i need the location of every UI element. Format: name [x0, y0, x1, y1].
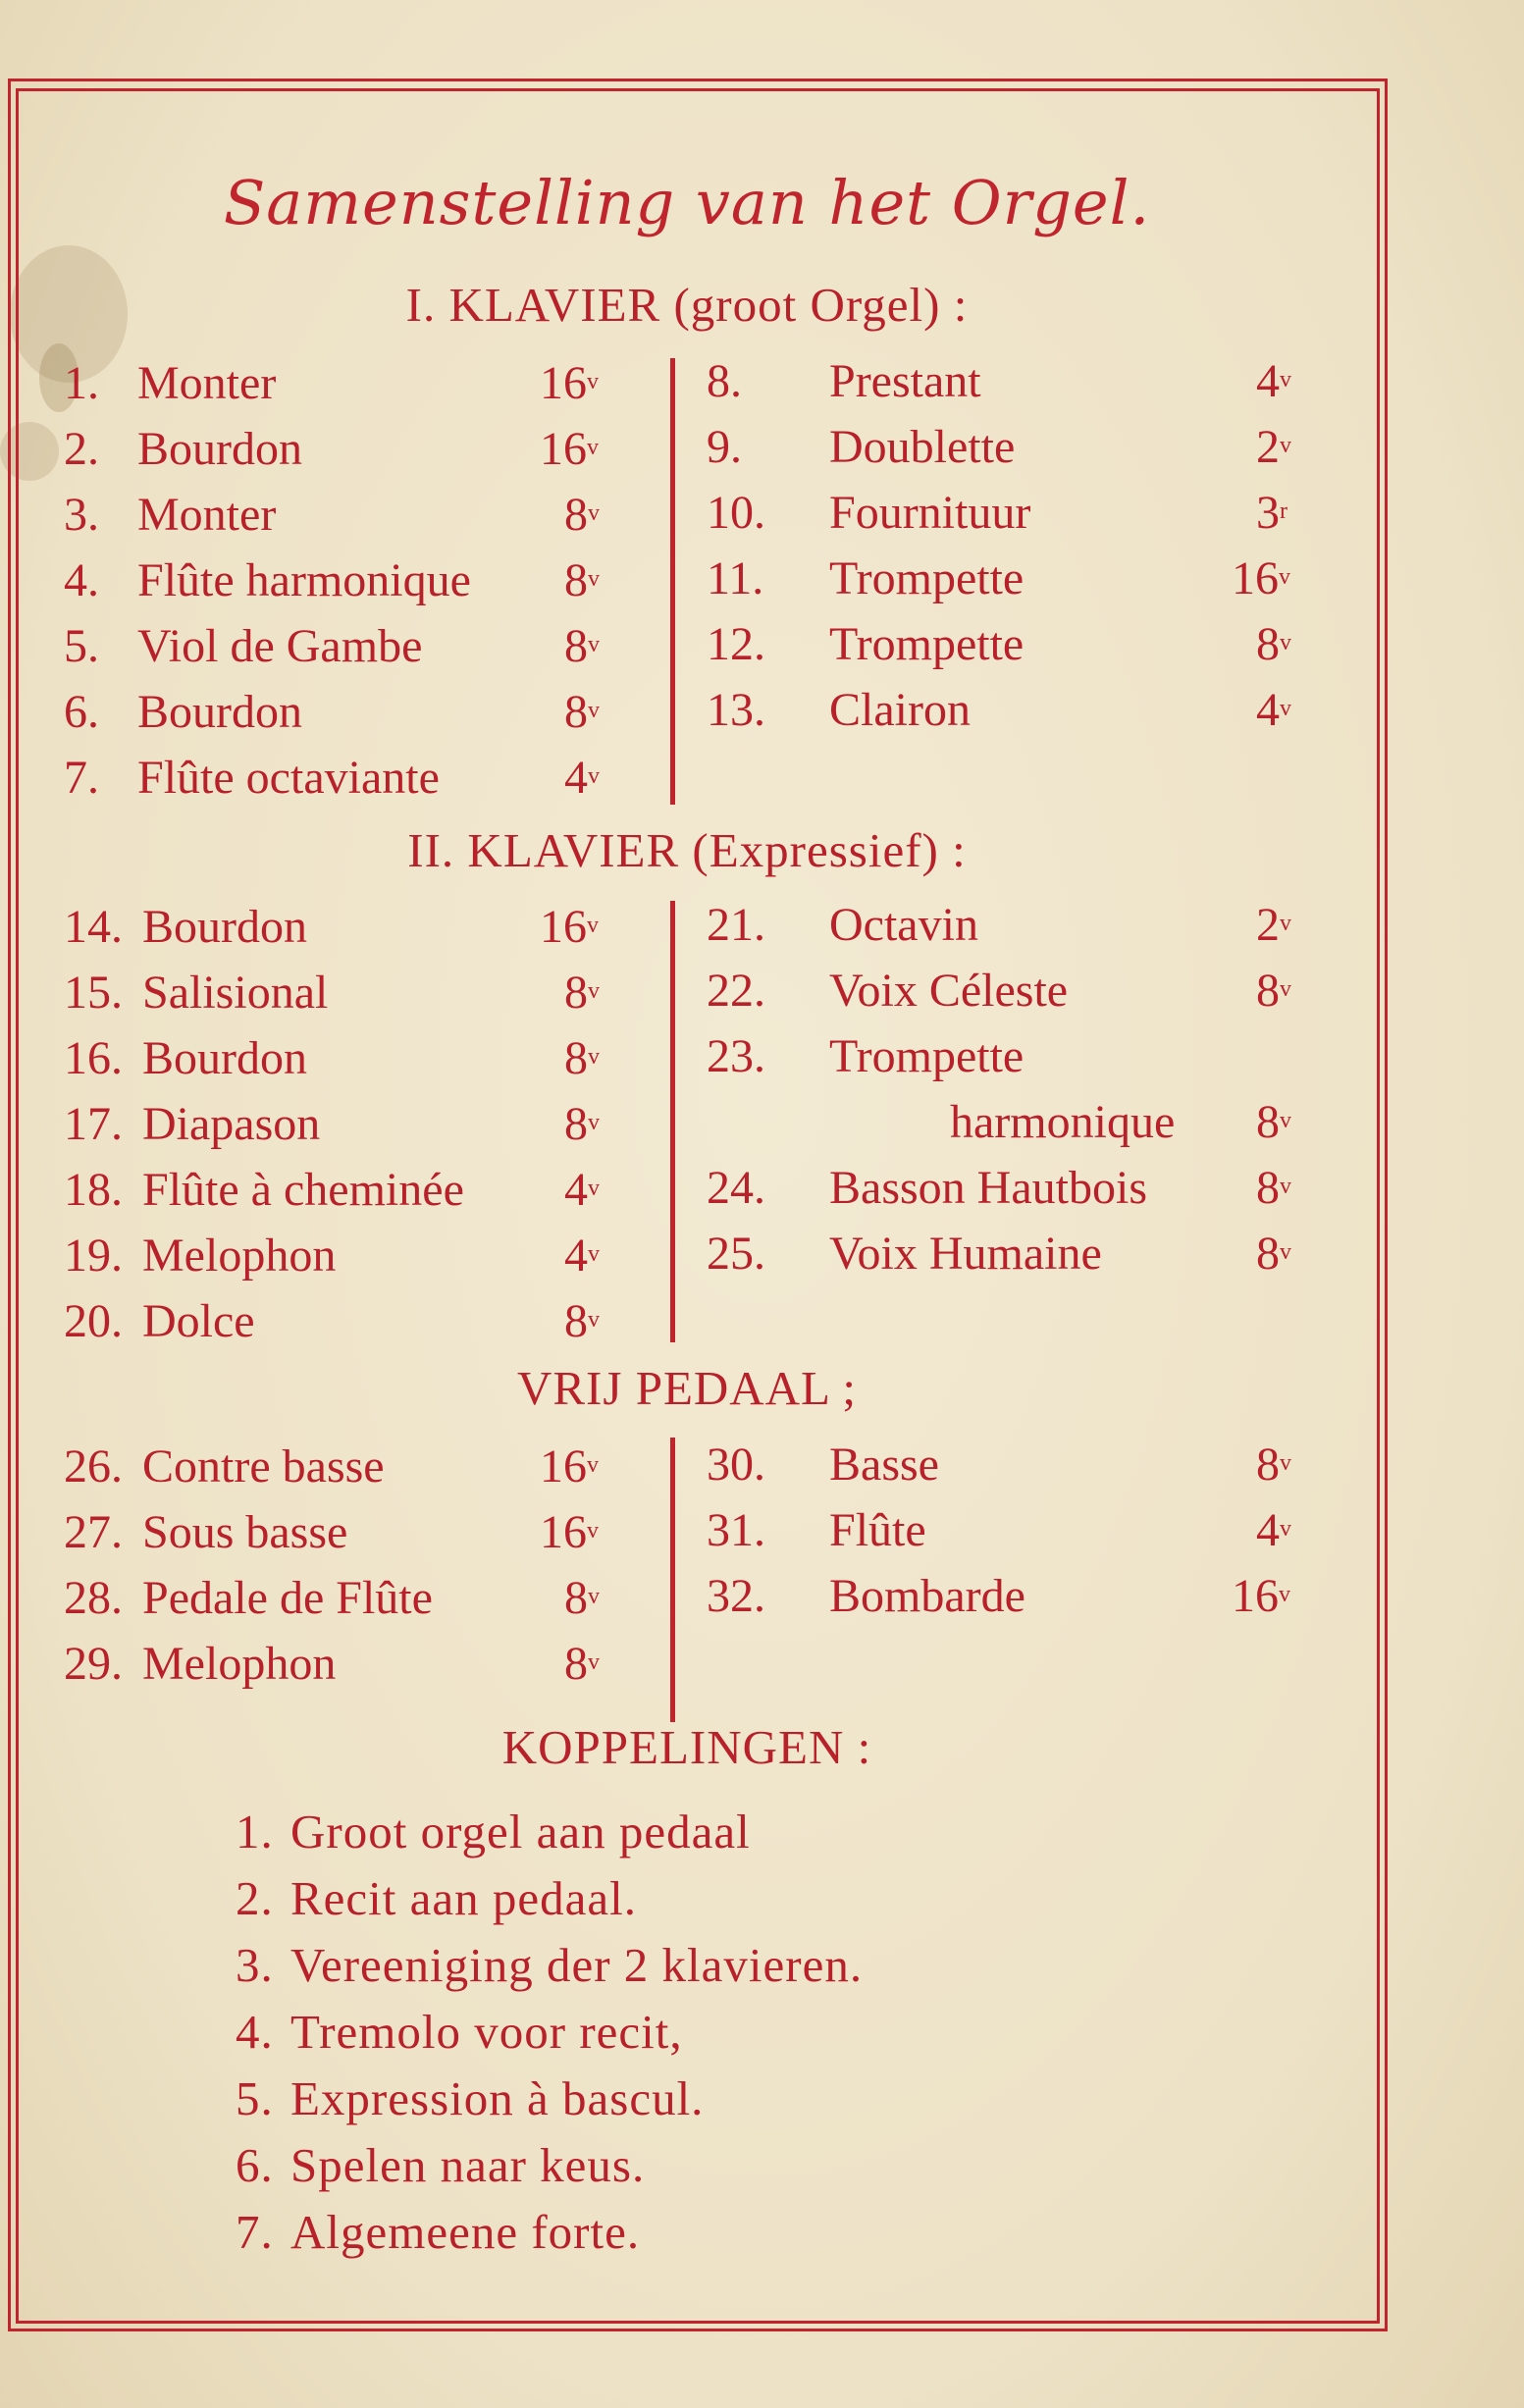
section-heading: I. KLAVIER (groot Orgel) : [405, 278, 969, 332]
pitch-unit: v [1280, 1516, 1291, 1542]
stop-name: Melophon [142, 1230, 337, 1282]
stop-number: 26. [64, 1440, 123, 1492]
stop-pitch [540, 417, 599, 482]
pitch-unit: v [1280, 367, 1291, 393]
stop-number: 22. [707, 965, 765, 1017]
pitch-value: 16 [540, 901, 587, 953]
pitch-unit: v [587, 1452, 599, 1478]
document-title: Samenstelling van het Orgel. [223, 167, 1151, 238]
pitch-unit: v [588, 698, 600, 723]
stop-pitch [1256, 481, 1288, 546]
couplings-heading: KOPPELINGEN : [501, 1720, 872, 1774]
coupling-text: Groot orgel aan pedaal [290, 1805, 751, 1858]
pitch-value: 8 [1256, 965, 1280, 1017]
stop-pitch [564, 961, 600, 1025]
coupling-number: 2. [236, 1871, 274, 1925]
stop-name: Bourdon [137, 423, 302, 475]
stop-name: Flûte à cheminée [142, 1164, 464, 1216]
stop-name: Doublette [829, 421, 1016, 473]
pitch-value: 8 [564, 1098, 588, 1150]
stop-pitch [1256, 1222, 1291, 1286]
pitch-value: 4 [1256, 1504, 1280, 1556]
stop-number: 14. [64, 901, 123, 953]
stop-name: Flûte harmonique [137, 554, 471, 606]
stop-row [707, 481, 1344, 546]
stop-pitch [564, 1289, 600, 1354]
stop-name: Voix Humaine [829, 1228, 1102, 1280]
stop-name: Bourdon [142, 901, 307, 953]
stop-name: Trompette [829, 552, 1025, 604]
coupling-number: 5. [236, 2071, 274, 2125]
stop-pitch [564, 1092, 600, 1157]
stop-row [707, 1090, 1344, 1155]
pitch-value: 8 [564, 686, 588, 738]
stop-name: harmonique [950, 1096, 1176, 1148]
stop-row [707, 1433, 1344, 1497]
stop-name: Fournituur [829, 487, 1031, 539]
pitch-value: 8 [1256, 1439, 1280, 1491]
section-heading: II. KLAVIER (Expressief) : [407, 823, 967, 877]
stop-row [707, 547, 1320, 611]
stop-row [64, 549, 653, 613]
pitch-unit: v [1280, 1450, 1291, 1476]
pitch-unit: v [1280, 911, 1291, 936]
pitch-value: 8 [1256, 1228, 1280, 1280]
stop-pitch [1232, 547, 1290, 611]
stop-name: Monter [137, 357, 277, 409]
pitch-unit: v [588, 566, 600, 592]
stop-number: 7. [64, 752, 99, 804]
stop-pitch [564, 746, 600, 811]
stop-name: Contre basse [142, 1440, 385, 1492]
stop-row [64, 483, 653, 548]
pitch-unit: v [588, 500, 600, 526]
pitch-unit: v [1280, 630, 1291, 655]
coupling-item [236, 1798, 751, 1866]
pitch-value: 4 [564, 1164, 588, 1216]
stop-pitch [564, 1632, 600, 1697]
stop-row [707, 678, 1344, 743]
stop-row [707, 612, 1344, 677]
pitch-unit: v [1280, 1174, 1291, 1199]
pitch-unit: v [588, 763, 600, 789]
stop-name: Melophon [142, 1638, 337, 1690]
coupling-text: Spelen naar keus. [290, 2138, 646, 2192]
stop-pitch [1256, 415, 1291, 480]
column-divider [670, 1438, 675, 1722]
stop-row [64, 1435, 628, 1499]
stop-pitch [540, 1435, 599, 1499]
coupling-text: Tremolo voor recit, [290, 2005, 683, 2059]
stop-row [64, 895, 628, 960]
stop-number: 23. [707, 1030, 765, 1082]
pitch-unit: r [1280, 498, 1288, 524]
stop-name: Bourdon [142, 1032, 307, 1084]
stop-number: 30. [707, 1439, 765, 1491]
pitch-value: 8 [564, 1572, 588, 1624]
stop-row [707, 1156, 1344, 1221]
coupling-item [236, 1931, 863, 2000]
stop-row [707, 1498, 1344, 1563]
pitch-unit: v [587, 913, 599, 938]
stop-row [64, 961, 653, 1025]
pitch-value: 4 [1256, 355, 1280, 407]
pitch-value: 8 [1256, 618, 1280, 670]
stop-name: Bombarde [829, 1570, 1025, 1622]
stop-row [707, 349, 1344, 414]
pitch-value: 8 [1256, 1096, 1280, 1148]
stop-name: Basson Hautbois [829, 1162, 1147, 1214]
pitch-unit: v [588, 1649, 600, 1675]
stop-row [64, 680, 653, 745]
stop-pitch [564, 614, 600, 679]
pitch-value: 8 [564, 967, 588, 1019]
stop-name: Trompette [829, 1030, 1025, 1082]
stop-name: Salisional [142, 967, 329, 1019]
pitch-value: 8 [564, 620, 588, 672]
stop-pitch [564, 1026, 600, 1091]
pitch-unit: v [588, 1241, 600, 1267]
stop-pitch [540, 351, 599, 416]
stop-name: Octavin [829, 899, 978, 951]
stop-pitch [1256, 349, 1291, 414]
pitch-value: 16 [540, 423, 587, 475]
stop-name: Basse [829, 1439, 939, 1491]
pitch-value: 3 [1256, 487, 1280, 539]
stop-pitch [1256, 1090, 1291, 1155]
stop-pitch [564, 680, 600, 745]
stop-row [64, 1500, 628, 1565]
stop-pitch [564, 483, 600, 548]
pitch-unit: v [588, 1176, 600, 1201]
stop-name: Monter [137, 489, 277, 541]
pitch-value: 16 [540, 357, 587, 409]
stop-number: 4. [64, 554, 99, 606]
stop-number: 19. [64, 1230, 123, 1282]
coupling-number: 4. [236, 2005, 274, 2059]
stop-row [707, 415, 1344, 480]
stop-row [64, 1632, 653, 1697]
stop-pitch [564, 1566, 600, 1631]
pitch-unit: v [588, 1307, 600, 1333]
stop-row [707, 893, 1344, 958]
pitch-unit: v [588, 1584, 600, 1609]
pitch-value: 4 [1256, 684, 1280, 736]
column-divider [670, 358, 675, 805]
coupling-item [236, 1864, 637, 1933]
stop-row [64, 1224, 653, 1288]
stop-row [64, 1289, 653, 1354]
stop-row [64, 351, 628, 416]
stop-row [64, 614, 653, 679]
stop-row [707, 959, 1344, 1023]
stop-number: 29. [64, 1638, 123, 1690]
pitch-value: 2 [1256, 899, 1280, 951]
stop-number: 2. [64, 423, 99, 475]
stop-pitch [564, 549, 600, 613]
stop-name: Trompette [829, 618, 1025, 670]
pitch-unit: v [588, 632, 600, 657]
stop-number: 6. [64, 686, 99, 738]
pitch-value: 16 [540, 1440, 587, 1492]
stop-number: 1. [64, 357, 99, 409]
pitch-value: 8 [564, 489, 588, 541]
pitch-unit: v [1279, 1582, 1290, 1607]
pitch-unit: v [588, 1044, 600, 1070]
pitch-value: 8 [564, 1638, 588, 1690]
coupling-number: 6. [236, 2138, 274, 2192]
section-heading: VRIJ PEDAAL ; [516, 1361, 858, 1415]
coupling-item [236, 2065, 704, 2133]
coupling-number: 1. [236, 1805, 274, 1858]
stop-name: Dolce [142, 1295, 255, 1347]
pitch-value: 16 [1232, 552, 1279, 604]
stop-row [707, 1024, 1344, 1089]
stop-name: Flûte [829, 1504, 926, 1556]
stop-row [64, 1566, 653, 1631]
stop-name: Voix Céleste [829, 965, 1069, 1017]
stop-name: Sous basse [142, 1506, 348, 1558]
pitch-unit: v [587, 1518, 599, 1544]
stop-pitch [1256, 959, 1291, 1023]
stop-name: Diapason [142, 1098, 321, 1150]
stop-name: Prestant [829, 355, 981, 407]
pitch-value: 2 [1256, 421, 1280, 473]
pitch-unit: v [1280, 696, 1291, 721]
pitch-unit: v [1280, 976, 1291, 1002]
stop-pitch [1256, 1433, 1291, 1497]
pitch-value: 4 [564, 752, 588, 804]
pitch-value: 16 [1232, 1570, 1279, 1622]
stop-row [64, 1158, 653, 1223]
stop-pitch [1256, 612, 1291, 677]
stop-row [64, 746, 653, 811]
pitch-unit: v [1280, 1108, 1291, 1133]
pitch-unit: v [1280, 433, 1291, 458]
stop-number: 12. [707, 618, 765, 670]
stop-name: Bourdon [137, 686, 302, 738]
stop-row [707, 1222, 1344, 1286]
stop-pitch [1256, 678, 1291, 743]
pitch-unit: v [587, 435, 599, 460]
pitch-value: 4 [564, 1230, 588, 1282]
pitch-unit: v [588, 1110, 600, 1135]
pitch-unit: v [1280, 1239, 1291, 1265]
stop-number: 5. [64, 620, 99, 672]
stop-number: 8. [707, 355, 742, 407]
pitch-value: 8 [1256, 1162, 1280, 1214]
stop-number: 31. [707, 1504, 765, 1556]
stop-name: Flûte octaviante [137, 752, 440, 804]
coupling-text: Recit aan pedaal. [290, 1871, 638, 1925]
stop-number: 16. [64, 1032, 123, 1084]
stop-number: 18. [64, 1164, 123, 1216]
stop-pitch [564, 1158, 600, 1223]
coupling-text: Vereeniging der 2 klavieren. [290, 1938, 864, 1992]
stop-number: 20. [64, 1295, 123, 1347]
pitch-value: 8 [564, 1295, 588, 1347]
stop-number: 11. [707, 552, 764, 604]
coupling-item [236, 2198, 640, 2267]
stop-number: 10. [707, 487, 765, 539]
stop-name: Pedale de Flûte [142, 1572, 433, 1624]
coupling-number: 7. [236, 2205, 274, 2259]
stop-name: Clairon [829, 684, 971, 736]
pitch-unit: v [1279, 564, 1290, 590]
coupling-number: 3. [236, 1938, 274, 1992]
stop-number: 21. [707, 899, 765, 951]
coupling-text: Algemeene forte. [290, 2205, 641, 2259]
stop-row [64, 1092, 653, 1157]
stop-number: 15. [64, 967, 123, 1019]
stop-pitch [1232, 1564, 1290, 1629]
pitch-unit: v [588, 978, 600, 1004]
stop-pitch [540, 895, 599, 960]
stop-pitch [1256, 1156, 1291, 1221]
stop-number: 27. [64, 1506, 123, 1558]
stop-name: Viol de Gambe [137, 620, 423, 672]
pitch-value: 16 [540, 1506, 587, 1558]
column-divider [670, 901, 675, 1342]
stop-pitch [540, 1500, 599, 1565]
coupling-item [236, 2131, 645, 2200]
stop-number: 25. [707, 1228, 765, 1280]
stop-row [64, 417, 628, 482]
pitch-unit: v [587, 369, 599, 394]
stop-pitch [1256, 1498, 1291, 1563]
stop-number: 9. [707, 421, 742, 473]
stop-pitch [564, 1224, 600, 1288]
coupling-text: Expression à bascul. [290, 2071, 705, 2125]
stop-number: 24. [707, 1162, 765, 1214]
coupling-item [236, 1998, 683, 2067]
stop-row [64, 1026, 653, 1091]
stop-number: 28. [64, 1572, 123, 1624]
stop-row [707, 1564, 1320, 1629]
stop-number: 32. [707, 1570, 765, 1622]
stop-number: 17. [64, 1098, 123, 1150]
stop-number: 3. [64, 489, 99, 541]
pitch-value: 8 [564, 1032, 588, 1084]
pitch-value: 8 [564, 554, 588, 606]
stop-pitch [1256, 893, 1291, 958]
stop-number: 13. [707, 684, 765, 736]
